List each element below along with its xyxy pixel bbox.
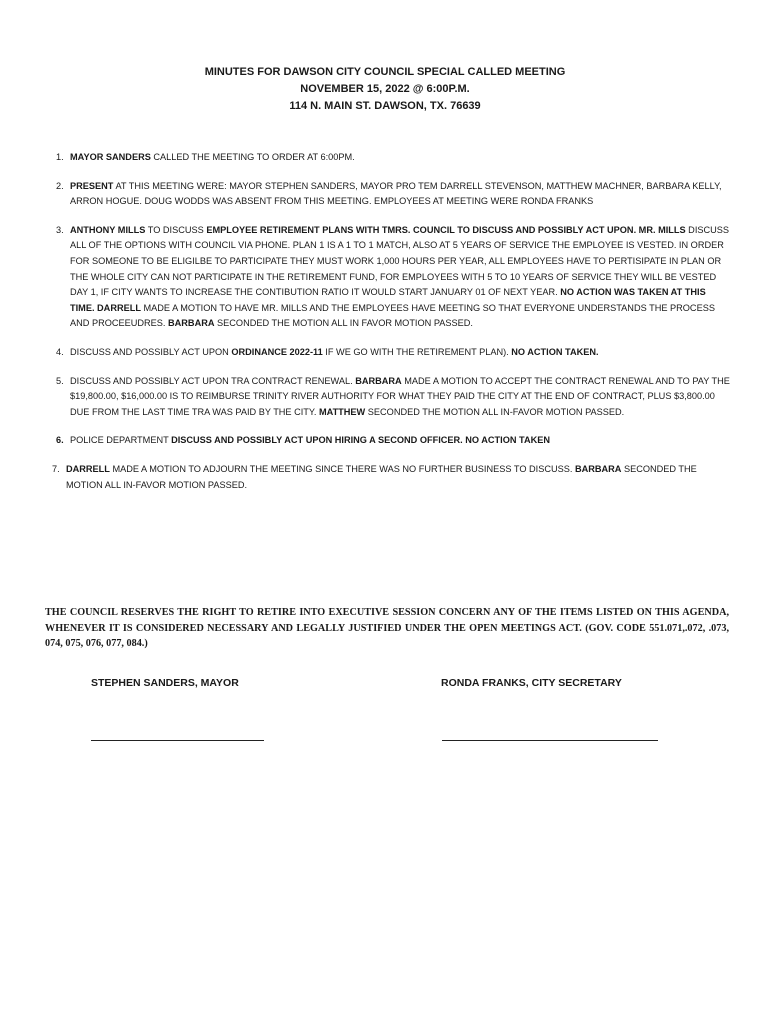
minutes-item xyxy=(56,150,732,166)
item-number: 1. xyxy=(56,152,64,162)
item-number: 3. xyxy=(56,224,64,235)
item-text xyxy=(66,464,697,490)
item-number: 4. xyxy=(56,346,64,357)
item-plain-text: AT THIS MEETING WERE: MAYOR STEPHEN SANDERS, MAYOR PRO TEM DARRELL STEVENSON, MATTHEW MACHNER, BARBARA KELLY, ARRON HOGUE. DOUG WODDS WAS ABSENT FROM THIS MEETING. EMPLOYEES AT MEETING WERE RONDA FRANKS xyxy=(70,180,722,207)
minutes-item xyxy=(56,374,732,421)
secretary-signature-name: RONDA FRANKS, CITY SECRETARY xyxy=(441,677,622,689)
item-bold-text: ANTHONY MILLS xyxy=(70,224,146,235)
item-bold-text: DARRELL xyxy=(66,463,110,474)
minutes-item xyxy=(52,462,732,493)
item-plain-text: SECONDED THE MOTION ALL IN-FAVOR MOTION PASSED. xyxy=(66,463,697,490)
item-bold-text: BARBARA xyxy=(574,463,622,474)
item-plain-text: MADE A MOTION TO HAVE MR. MILLS AND THE EMPLOYEES HAVE MEETING SO THAT EVERYONE UNDERSTANDS THE PROCESS AND PROCEEUDRES. xyxy=(70,302,715,329)
mayor-signature-name: STEPHEN SANDERS, MAYOR xyxy=(91,677,239,689)
item-number: 6. xyxy=(56,435,64,446)
item-bold-text: ORDINANCE 2022-11 xyxy=(231,346,323,357)
item-text xyxy=(70,376,730,417)
document-header xyxy=(0,64,770,115)
item-plain-text: DISCUSS ALL OF THE OPTIONS WITH COUNCIL VIA PHONE. PLAN 1 IS A 1 TO 1 MATCH, ALSO AT 5 YEARS OF SERVICE THE EMPLOYEE IS VESTED. IN ORDER FOR SOMEONE TO BE ELIGILBE TO PARTICIPATE THEY MUST WORK 1,000 HOURS PER YEAR, ALL EMPLOYEES HAVE TO PERTISIPATE IN PLAN OR THE WHOLE CITY CAN NOT PARTICIPATE IN THE RETIREMENT FUND, FOR EMPLOYEES WITH 5 TO 10 YEARS OF SERVICE THEY WILL BE VESTED DAY 1, IF CITY WANTS TO INCREASE THE CONTIBUTION RATIO IT WOULD START JANUARY 01 OF NEXT YEAR. xyxy=(70,224,730,298)
meeting-address: 114 N. MAIN ST. DAWSON, TX. 76639 xyxy=(289,100,481,112)
item-text xyxy=(70,225,729,329)
item-text xyxy=(70,435,550,445)
item-bold-text: EMPLOYEE RETIREMENT PLANS WITH TMRS. COUNCIL TO DISCUSS AND POSSIBLY ACT UPON. MR. MILLS xyxy=(206,224,686,235)
item-bold-text: NO ACTION TAKEN. xyxy=(511,346,599,357)
item-bold-text: BARBARA xyxy=(168,318,215,329)
minutes-item xyxy=(56,223,732,332)
item-plain-text: TO DISCUSS xyxy=(145,224,207,235)
executive-session-notice: THE COUNCIL RESERVES THE RIGHT TO RETIRE INTO EXECUTIVE SESSION CONCERN ANY OF THE ITEMS LISTED ON THIS AGENDA, WHENEVER IT IS CONSIDERED NECESSARY AND LEGALLY JUSTIFIED UNDER THE OPEN MEETINGS ACT. (GOV. CODE 551.071,.072, .073, 074, 075, 076, 077, 084.) xyxy=(45,607,729,650)
document-title: MINUTES FOR DAWSON CITY COUNCIL SPECIAL CALLED MEETING xyxy=(204,66,566,78)
item-number: 5. xyxy=(56,375,64,386)
item-number: 2. xyxy=(56,180,64,191)
item-bold-text: BARBARA xyxy=(355,375,402,386)
minutes-item xyxy=(56,345,732,361)
item-bold-text: MAYOR SANDERS xyxy=(70,152,151,162)
item-plain-text: SECONDED THE MOTION ALL IN FAVOR MOTION PASSED. xyxy=(214,318,473,329)
minutes-item xyxy=(56,179,732,210)
minutes-list xyxy=(52,150,732,506)
item-plain-text: DISCUSS AND POSSIBLY ACT UPON TRA CONTRACT RENEWAL. xyxy=(70,375,356,386)
item-plain-text: CALLED THE MEETING TO ORDER AT 6:00PM. xyxy=(150,152,355,162)
item-text xyxy=(70,181,722,207)
mayor-signature-line xyxy=(91,740,264,741)
item-bold-text: DISCUSS AND POSSIBLY ACT UPON HIRING A SECOND OFFICER. NO ACTION TAKEN xyxy=(171,435,551,446)
item-plain-text: DISCUSS AND POSSIBLY ACT UPON xyxy=(70,346,232,357)
minutes-item xyxy=(56,433,732,449)
item-bold-text: NO ACTION WAS TAKEN AT THIS TIME. DARRELL xyxy=(70,287,706,313)
item-plain-text: IF WE GO WITH THE RETIREMENT PLAN). xyxy=(322,346,512,357)
item-bold-text: PRESENT xyxy=(70,180,114,191)
item-plain-text: MADE A MOTION TO ADJOURN THE MEETING SINCE THERE WAS NO FURTHER BUSINESS TO DISCUSS. xyxy=(109,463,575,474)
item-number: 7. xyxy=(52,463,60,474)
item-plain-text: MADE A MOTION TO ACCEPT THE CONTRACT RENEWAL AND TO PAY THE $19,800.00, $16,000.00 IS TO REIMBURSE TRINITY RIVER AUTHORITY FOR WHAT THEY PAID THE CITY AT THE END OF CONTRACT, PLUS $3,800.00 DUE FROM THE LAST TIME TRA WAS PAID BY THE CITY. xyxy=(70,375,730,417)
secretary-signature-line xyxy=(442,740,658,741)
item-plain-text: SECONDED THE MOTION ALL IN-FAVOR MOTION PASSED. xyxy=(365,406,625,417)
item-text xyxy=(70,152,355,162)
item-plain-text: POLICE DEPARTMENT xyxy=(70,435,172,446)
meeting-date: NOVEMBER 15, 2022 @ 6:00P.M. xyxy=(300,83,470,95)
item-text xyxy=(70,347,599,357)
item-bold-text: MATTHEW xyxy=(318,406,366,417)
